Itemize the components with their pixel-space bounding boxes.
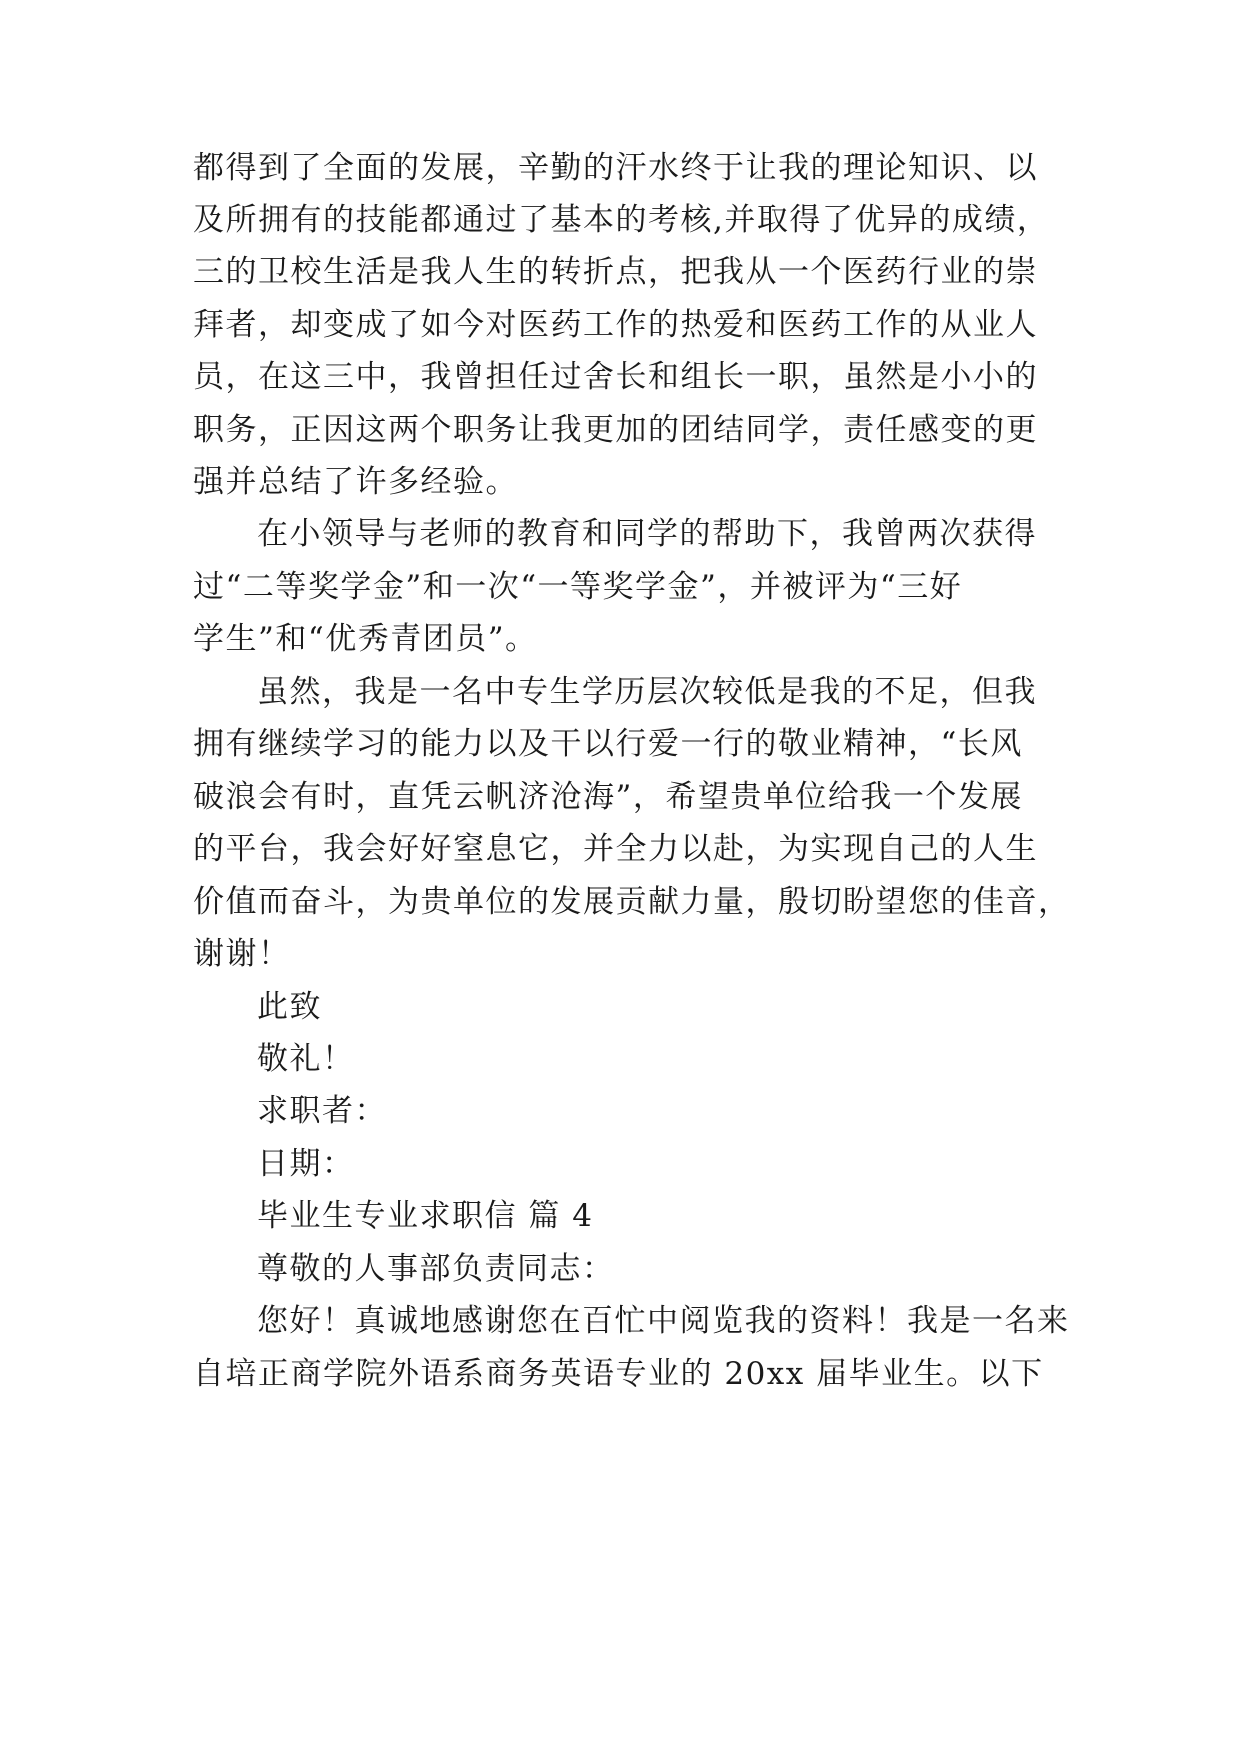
paragraph-line: 员，在这三中，我曾担任过舍长和组长一职，虽然是小小的: [193, 359, 1038, 395]
paragraph-line: 谢谢！: [193, 936, 291, 972]
paragraph-line: 三的卫校生活是我人生的转折点，把我从一个医药行业的崇: [193, 254, 1038, 290]
closing-salutation: 此致: [257, 989, 322, 1025]
date-label: 日期：: [257, 1146, 355, 1182]
paragraph-line: 过“二等奖学金”和一次“一等奖学金”，并被评为“三好: [193, 569, 963, 605]
paragraph-line: 您好！真诚地感谢您在百忙中阅览我的资料！我是一名来: [257, 1303, 1070, 1339]
paragraph-line: 及所拥有的技能都通过了基本的考核,并取得了优异的成绩，: [193, 202, 1050, 238]
paragraph-line: 价值而奋斗，为贵单位的发展贡献力量，殷切盼望您的佳音，: [193, 884, 1071, 920]
paragraph-line: 拜者，却变成了如今对医药工作的热爱和医药工作的从业人: [193, 307, 1038, 343]
paragraph-line: 在小领导与老师的教育和同学的帮助下，我曾两次获得: [257, 516, 1037, 552]
paragraph-line: 自培正商学院外语系商务英语专业的 20xx 届毕业生。以下: [193, 1356, 1044, 1392]
paragraph-line: 拥有继续学习的能力以及干以行爱一行的敬业精神，“长风: [193, 726, 1023, 762]
closing-regards: 敬礼！: [257, 1041, 355, 1077]
paragraph-line: 强并总结了许多经验。: [193, 464, 518, 500]
letter-greeting: 尊敬的人事部负责同志：: [257, 1251, 615, 1287]
letter-heading: 毕业生专业求职信 篇 4: [257, 1198, 594, 1234]
paragraph-line: 职务，正因这两个职务让我更加的团结同学，责任感变的更: [193, 412, 1038, 448]
paragraph-line: 学生”和“优秀青团员”。: [193, 621, 538, 657]
paragraph-line: 的平台，我会好好窒息它，并全力以赴，为实现自己的人生: [193, 831, 1038, 867]
paragraph-line: 都得到了全面的发展，辛勤的汗水终于让我的理论知识、以: [193, 150, 1038, 186]
paragraph-line: 虽然，我是一名中专生学历层次较低是我的不足，但我: [257, 674, 1037, 710]
applicant-label: 求职者：: [257, 1093, 387, 1129]
paragraph-line: 破浪会有时，直凭云帆济沧海”，希望贵单位给我一个发展: [193, 779, 1023, 815]
